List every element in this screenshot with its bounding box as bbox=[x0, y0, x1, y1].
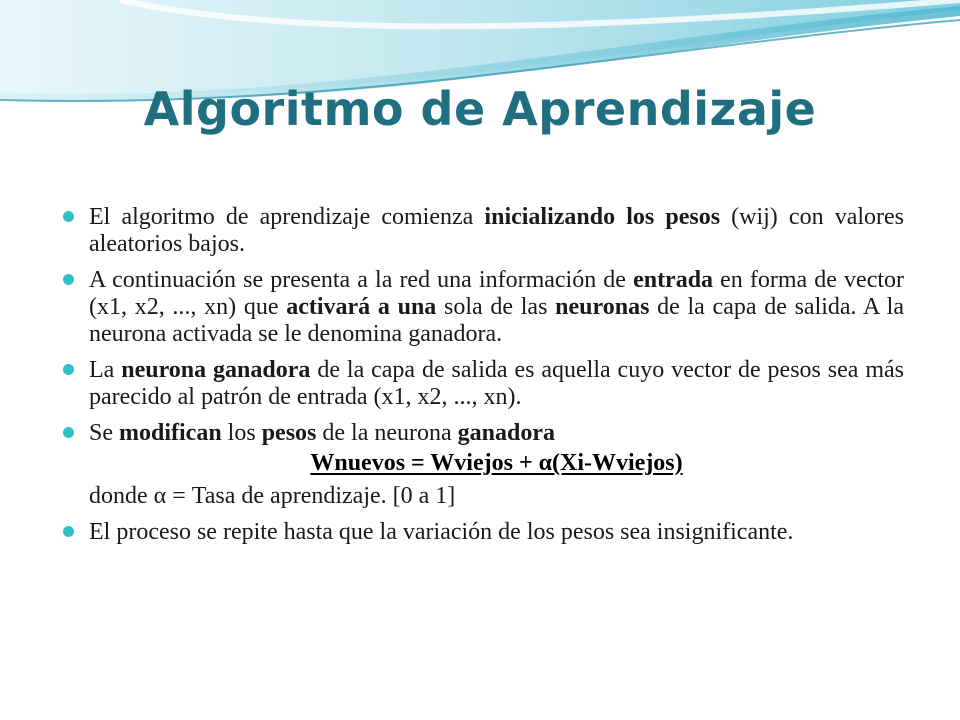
bold-phrase: inicializando los pesos bbox=[484, 204, 721, 230]
bold-phrase: modifican bbox=[119, 420, 222, 446]
bullet-item bbox=[62, 519, 904, 546]
bold-phrase: pesos bbox=[261, 420, 317, 446]
bullet-dot-icon bbox=[63, 427, 74, 438]
bold-phrase: entrada bbox=[633, 267, 714, 293]
text-run: La bbox=[89, 357, 122, 383]
text-run: de la neurona bbox=[316, 420, 458, 446]
learning-rate-note: donde α = Tasa de aprendizaje. [0 a 1] bbox=[89, 483, 456, 509]
bullet-text bbox=[89, 420, 904, 447]
bold-phrase: ganadora bbox=[457, 420, 556, 446]
update-formula: Wnuevos = Wviejos + α(Xi-Wviejos) bbox=[310, 450, 683, 476]
text-run: El algoritmo de aprendizaje comienza bbox=[89, 204, 485, 230]
text-run: A continuación se presenta a la red una información de bbox=[89, 267, 634, 293]
bullet-text: El proceso se repite hasta que la variación de los pesos sea insignificante. bbox=[89, 519, 794, 545]
bullet-dot-icon bbox=[63, 364, 74, 375]
bullet-item bbox=[62, 357, 904, 411]
bullet-text bbox=[89, 204, 904, 258]
text-run: Se bbox=[89, 420, 119, 446]
text-run: de la capa de salida. A la neurona activada se le denomina ganadora. bbox=[89, 294, 904, 347]
formula-line bbox=[62, 450, 904, 477]
bullet-item bbox=[62, 420, 904, 447]
bullet-item bbox=[62, 267, 904, 348]
slide-body bbox=[62, 204, 904, 555]
bullet-text bbox=[89, 267, 904, 348]
text-run: (wij) con valores aleatorios bajos. bbox=[89, 204, 904, 257]
text-run: de la capa de salida es aquella cuyo vector de pesos sea más parecido al patrón de entrada (x1, x2, ..., xn). bbox=[89, 357, 905, 410]
bullet-dot-icon bbox=[63, 526, 74, 537]
bullet-text bbox=[89, 357, 904, 411]
text-run: los bbox=[221, 420, 262, 446]
slide-title: Algoritmo de Aprendizaje bbox=[143, 82, 817, 136]
bold-phrase: neuronas bbox=[555, 294, 650, 320]
bullet-dot-icon bbox=[63, 211, 74, 222]
bullet-item bbox=[62, 204, 904, 258]
bold-phrase: neurona ganadora bbox=[121, 357, 311, 383]
bullet-dot-icon bbox=[63, 274, 74, 285]
text-run: en forma de vector (x1, x2, ..., xn) que bbox=[89, 267, 905, 320]
bold-phrase: activará a una bbox=[286, 294, 437, 320]
text-run: sola de las bbox=[436, 294, 556, 320]
